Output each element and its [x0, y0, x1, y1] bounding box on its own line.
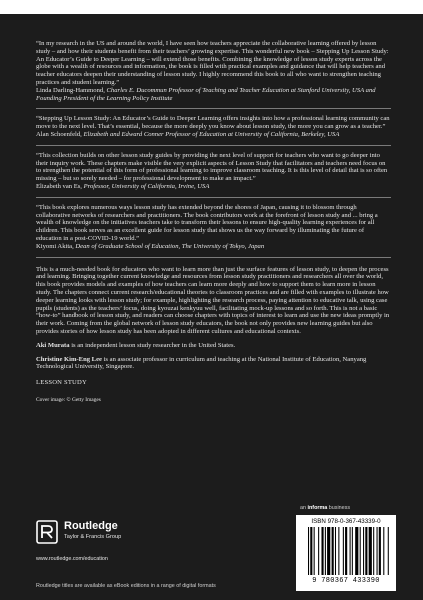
author-bio [36, 356, 391, 372]
author-bio-text: is an associate professor in curriculum and teaching at the National Institute of Education, Nanyang Technological University, Singapore. [36, 355, 367, 371]
cover-image-credit: Cover image: © Getty Images [36, 396, 101, 403]
author-name: Christine Kim-Eng Lee [36, 355, 102, 363]
endorser-title: Professor, University of California, Irvine, USA [83, 182, 210, 190]
subject-category: LESSON STUDY [36, 379, 87, 387]
author-bio-text: is an independent lesson study researcher in the United States. [71, 341, 236, 349]
barcode-panel [296, 515, 396, 591]
endorsement [36, 115, 391, 145]
endorsement-attribution [36, 87, 391, 103]
endorsement [36, 152, 391, 198]
author-name: Aki Murata [36, 341, 70, 349]
endorser-title: Elizabeth and Edward Conner Professor of Education at University of California, Berkeley, USA [83, 130, 340, 138]
endorser-name: Elizabeth van Es, [36, 182, 82, 190]
barcode-digits: 9 780367 433390 [312, 577, 380, 585]
endorsement-quote: “This book explores numerous ways lesson study has extended beyond the shores of Japan, causing it to blossom through collaborative networks of researchers and practitioners. The book contributors work at the forefront of lesson study and ... bring a wealth of knowledge on the initiatives teachers take to transform their lessons to ensure high-quality learning experiences for all children. This book serves as an excellent guide for lesson study that shows us the way forward by illuminating the future of education in a post-COVID-19 world.” [36, 203, 378, 242]
informa-business-label [300, 505, 350, 511]
endorser-name: Linda Darling-Hammond, [36, 86, 105, 94]
endorsement-quote: “Stepping Up Lesson Study: An Educator’s Guide to Deeper Learning offers insights into how a professional learning community can move to the next level. That’s essential, because the more deeply you know about lesson study, the more you can grow as a teacher.” [36, 115, 390, 131]
isbn-number: ISBN 978-0-367-43339-0 [311, 518, 381, 525]
endorser-name: Alan Schoenfeld, [36, 130, 82, 138]
ebook-availability-note: Routledge titles are available as eBook editions in a range of digital formats [36, 583, 216, 589]
top-bleed-strip [0, 0, 423, 14]
endorser-name: Kiyomi Akita, [36, 242, 74, 250]
back-cover-content [36, 40, 391, 405]
publisher-name: Routledge [64, 520, 118, 532]
endorsement-attribution [36, 131, 391, 139]
barcode-icon [308, 527, 390, 575]
author-bio [36, 342, 391, 350]
informa-suffix: business [328, 505, 351, 511]
endorser-title: Charles E. Ducommun Professor of Teaching and Teacher Education at Stanford University, USA and Founding President of the Learning Policy Institute [36, 86, 376, 102]
book-description: This is a much-needed book for educators who want to learn more than just the surface features of lesson study, to deepen the process and learning. Bringing together current knowledge and resources from lesson study practitioners and researchers all over the world, this book provides models and examples of how teachers can learn more deeply and how to support them to learn more in lesson study. The chapters connect current research/educational theories to classroom practices and are filled with examples to illustrate how deeper learning looks with lesson study; for example, highlighting the research process, paying attention to educative talk, using case pupils (students) as the teachers’ focus, doing kyouzai kenkyuu well, facilitating mock-up lessons and so forth. This is not a basic “how-to” handbook of lesson study, and readers can choose chapters with topics of interest to learn and use the new ideas promptly in their work. Coming from the global network of lesson study educators, the book not only provides new learning guides but also provides stories of how lesson study has been adopted in different cultures and educational contexts. [36, 265, 390, 335]
informa-brand: informa [307, 505, 328, 511]
endorser-title: Dean of Graduate School of Education, The University of Tokyo, Japan [75, 242, 265, 250]
publisher-url: www.routledge.com/education [36, 556, 108, 562]
endorsement-quote: “In my research in the US and around the world, I have seen how teachers appreciate the collaborative learning offered by lesson study – and how their students benefit from their teachers’ growing expertise. This wonderful new book – Stepping Up Lesson Study: An Educator’s Guide to Deeper Learning – will extend those benefits. Combining the knowledge of lesson study experts across the globe with a wealth of resources and information, the book is filled with practical examples and guidance that will help teachers and teacher educators deepen their understanding of lesson study. I highly recommend this book to all who want to strengthen teaching practices and student learning.” [36, 40, 389, 86]
endorsement-quote: “This collection builds on other lesson study guides by providing the next level of support for teachers who want to go deeper into their inquiry work. These chapters make visible the very explicit aspects of Lesson Study that facilitators and teachers need focus on to strengthen the potential of this form of professional learning to improve classroom teaching. It is this level of detail that is so often missing – but so sorely needed – for professional development to make an impact.” [36, 151, 388, 183]
endorsement-attribution [36, 183, 391, 191]
routledge-logo-icon [36, 520, 58, 544]
endorsement-attribution [36, 243, 391, 251]
publisher-group: Taylor & Francis Group [64, 534, 122, 540]
endorsement [36, 40, 391, 109]
publisher-logo [36, 518, 166, 558]
endorsement [36, 204, 391, 258]
informa-prefix: an [300, 505, 306, 511]
